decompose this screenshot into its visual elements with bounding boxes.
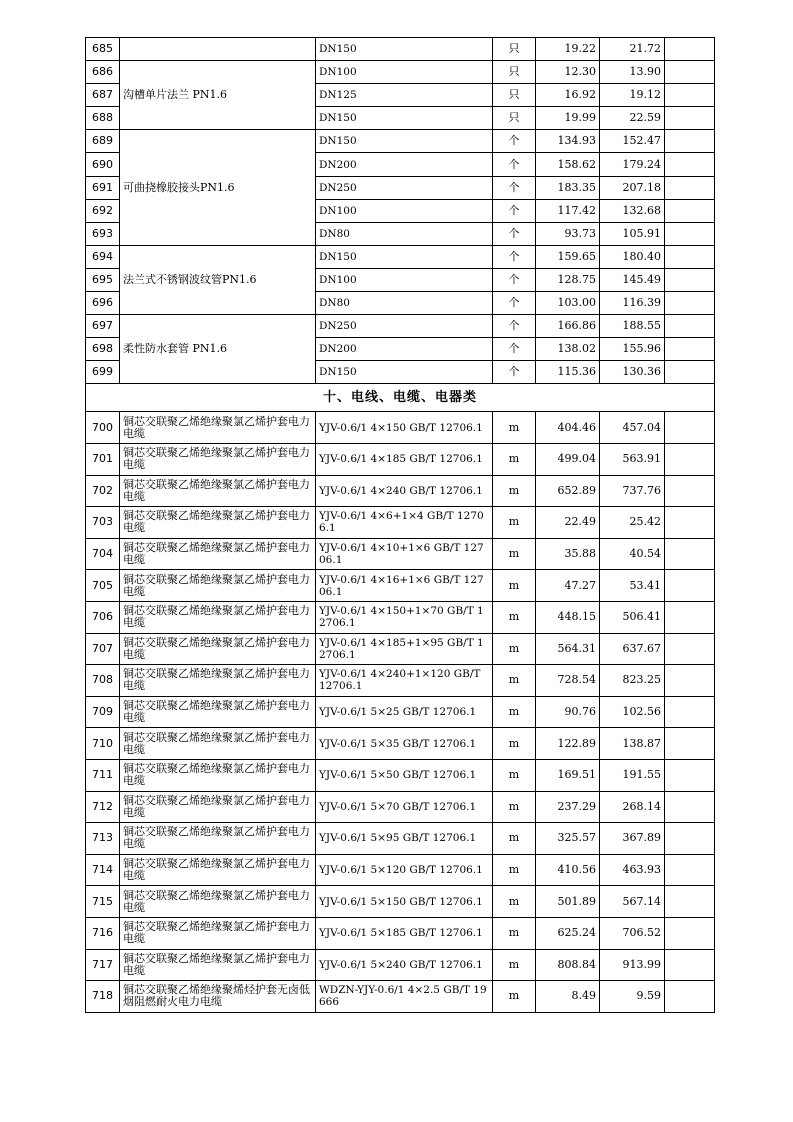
row-number: 686 <box>86 61 120 84</box>
price-incl-tax: 367.89 <box>600 823 665 855</box>
row-number: 708 <box>86 665 120 697</box>
price-excl-tax: 117.42 <box>536 199 600 222</box>
item-unit: 个 <box>493 315 536 338</box>
item-name: 铜芯交联聚乙烯绝缘聚氯乙烯护套电力电缆 <box>120 696 316 728</box>
item-unit: m <box>493 538 536 570</box>
item-spec: WDZN-YJY-0.6/1 4×2.5 GB/T 19666 <box>316 981 493 1013</box>
remark-cell <box>665 854 715 886</box>
price-incl-tax: 823.25 <box>600 665 665 697</box>
remark-cell <box>665 981 715 1013</box>
price-excl-tax: 808.84 <box>536 949 600 981</box>
item-unit: m <box>493 886 536 918</box>
row-number: 709 <box>86 696 120 728</box>
item-unit: m <box>493 791 536 823</box>
item-spec: DN100 <box>316 61 493 84</box>
price-incl-tax: 155.96 <box>600 338 665 361</box>
remark-cell <box>665 245 715 268</box>
item-spec: DN125 <box>316 84 493 107</box>
item-name: 柔性防水套管 PN1.6 <box>120 315 316 384</box>
item-name: 铜芯交联聚乙烯绝缘聚氯乙烯护套电力电缆 <box>120 728 316 760</box>
item-unit: 个 <box>493 199 536 222</box>
remark-cell <box>665 61 715 84</box>
price-table-body <box>86 38 715 1013</box>
remark-cell <box>665 338 715 361</box>
price-excl-tax: 134.93 <box>536 130 600 153</box>
price-excl-tax: 501.89 <box>536 886 600 918</box>
remark-cell <box>665 176 715 199</box>
price-excl-tax: 183.35 <box>536 176 600 199</box>
item-spec: DN150 <box>316 38 493 61</box>
price-incl-tax: 105.91 <box>600 222 665 245</box>
table-row <box>86 61 715 84</box>
remark-cell <box>665 601 715 633</box>
item-spec: DN100 <box>316 268 493 291</box>
row-number: 688 <box>86 107 120 130</box>
row-number: 716 <box>86 917 120 949</box>
remark-cell <box>665 475 715 507</box>
item-spec: DN200 <box>316 153 493 176</box>
remark-cell <box>665 199 715 222</box>
item-unit: m <box>493 444 536 476</box>
row-number: 692 <box>86 199 120 222</box>
price-incl-tax: 506.41 <box>600 601 665 633</box>
table-row <box>86 245 715 268</box>
remark-cell <box>665 728 715 760</box>
remark-cell <box>665 412 715 444</box>
price-excl-tax: 159.65 <box>536 245 600 268</box>
remark-cell <box>665 823 715 855</box>
item-name: 铜芯交联聚乙烯绝缘聚氯乙烯护套电力电缆 <box>120 854 316 886</box>
price-incl-tax: 463.93 <box>600 854 665 886</box>
remark-cell <box>665 130 715 153</box>
item-spec: YJV-0.6/1 5×150 GB/T 12706.1 <box>316 886 493 918</box>
price-incl-tax: 152.47 <box>600 130 665 153</box>
remark-cell <box>665 507 715 539</box>
table-row <box>86 665 715 697</box>
item-unit: m <box>493 475 536 507</box>
price-incl-tax: 706.52 <box>600 917 665 949</box>
price-incl-tax: 180.40 <box>600 245 665 268</box>
item-spec: DN250 <box>316 176 493 199</box>
table-row <box>86 696 715 728</box>
price-incl-tax: 53.41 <box>600 570 665 602</box>
price-excl-tax: 652.89 <box>536 475 600 507</box>
item-name: 铜芯交联聚乙烯绝缘聚氯乙烯护套电力电缆 <box>120 444 316 476</box>
item-unit: 只 <box>493 61 536 84</box>
price-excl-tax: 103.00 <box>536 292 600 315</box>
price-incl-tax: 25.42 <box>600 507 665 539</box>
item-name: 沟槽单片法兰 PN1.6 <box>120 61 316 130</box>
item-spec: YJV-0.6/1 5×95 GB/T 12706.1 <box>316 823 493 855</box>
price-excl-tax: 19.99 <box>536 107 600 130</box>
remark-cell <box>665 696 715 728</box>
price-incl-tax: 22.59 <box>600 107 665 130</box>
item-name: 铜芯交联聚乙烯绝缘聚氯乙烯护套电力电缆 <box>120 823 316 855</box>
item-unit: 个 <box>493 361 536 384</box>
item-spec: YJV-0.6/1 5×50 GB/T 12706.1 <box>316 759 493 791</box>
price-excl-tax: 158.62 <box>536 153 600 176</box>
price-incl-tax: 913.99 <box>600 949 665 981</box>
table-row <box>86 854 715 886</box>
row-number: 702 <box>86 475 120 507</box>
table-row <box>86 507 715 539</box>
table-row <box>86 823 715 855</box>
item-spec: YJV-0.6/1 4×150 GB/T 12706.1 <box>316 412 493 444</box>
table-row <box>86 130 715 153</box>
price-incl-tax: 132.68 <box>600 199 665 222</box>
row-number: 711 <box>86 759 120 791</box>
row-number: 713 <box>86 823 120 855</box>
remark-cell <box>665 570 715 602</box>
table-row <box>86 601 715 633</box>
item-unit: m <box>493 759 536 791</box>
item-name: 铜芯交联聚乙烯绝缘聚氯乙烯护套电力电缆 <box>120 633 316 665</box>
item-unit: 个 <box>493 245 536 268</box>
remark-cell <box>665 791 715 823</box>
price-excl-tax: 128.75 <box>536 268 600 291</box>
price-excl-tax: 93.73 <box>536 222 600 245</box>
price-incl-tax: 563.91 <box>600 444 665 476</box>
row-number: 691 <box>86 176 120 199</box>
item-spec: DN250 <box>316 315 493 338</box>
item-name: 铜芯交联聚乙烯绝缘聚氯乙烯护套电力电缆 <box>120 570 316 602</box>
item-spec: YJV-0.6/1 4×240 GB/T 12706.1 <box>316 475 493 507</box>
price-incl-tax: 188.55 <box>600 315 665 338</box>
row-number: 718 <box>86 981 120 1013</box>
item-unit: 个 <box>493 268 536 291</box>
item-spec: DN150 <box>316 361 493 384</box>
item-unit: 个 <box>493 222 536 245</box>
row-number: 687 <box>86 84 120 107</box>
item-unit: m <box>493 823 536 855</box>
table-row <box>86 315 715 338</box>
price-incl-tax: 737.76 <box>600 475 665 507</box>
row-number: 715 <box>86 886 120 918</box>
item-name: 铜芯交联聚乙烯绝缘聚氯乙烯护套电力电缆 <box>120 759 316 791</box>
row-number: 712 <box>86 791 120 823</box>
row-number: 705 <box>86 570 120 602</box>
item-unit: m <box>493 601 536 633</box>
price-excl-tax: 19.22 <box>536 38 600 61</box>
item-unit: m <box>493 507 536 539</box>
item-spec: YJV-0.6/1 4×150+1×70 GB/T 12706.1 <box>316 601 493 633</box>
item-spec: YJV-0.6/1 5×35 GB/T 12706.1 <box>316 728 493 760</box>
table-row <box>86 38 715 61</box>
item-name: 铜芯交联聚乙烯绝缘聚氯乙烯护套电力电缆 <box>120 949 316 981</box>
row-number: 690 <box>86 153 120 176</box>
price-excl-tax: 47.27 <box>536 570 600 602</box>
price-excl-tax: 22.49 <box>536 507 600 539</box>
price-excl-tax: 404.46 <box>536 412 600 444</box>
price-excl-tax: 90.76 <box>536 696 600 728</box>
price-excl-tax: 115.36 <box>536 361 600 384</box>
price-excl-tax: 625.24 <box>536 917 600 949</box>
table-row <box>86 791 715 823</box>
item-name: 铜芯交联聚乙烯绝缘聚氯乙烯护套电力电缆 <box>120 601 316 633</box>
item-unit: 个 <box>493 153 536 176</box>
item-name: 铜芯交联聚乙烯绝缘聚氯乙烯护套电力电缆 <box>120 507 316 539</box>
table-row <box>86 475 715 507</box>
item-name: 铜芯交联聚乙烯绝缘聚氯乙烯护套电力电缆 <box>120 412 316 444</box>
item-name: 铜芯交联聚乙烯绝缘聚氯乙烯护套电力电缆 <box>120 791 316 823</box>
price-excl-tax: 35.88 <box>536 538 600 570</box>
remark-cell <box>665 949 715 981</box>
item-unit: 个 <box>493 338 536 361</box>
row-number: 707 <box>86 633 120 665</box>
table-row <box>86 412 715 444</box>
row-number: 698 <box>86 338 120 361</box>
price-excl-tax: 169.51 <box>536 759 600 791</box>
item-spec: YJV-0.6/1 4×16+1×6 GB/T 12706.1 <box>316 570 493 602</box>
item-name: 铜芯交联聚乙烯绝缘聚氯乙烯护套电力电缆 <box>120 538 316 570</box>
price-excl-tax: 237.29 <box>536 791 600 823</box>
price-incl-tax: 40.54 <box>600 538 665 570</box>
item-unit: m <box>493 696 536 728</box>
price-excl-tax: 728.54 <box>536 665 600 697</box>
price-incl-tax: 567.14 <box>600 886 665 918</box>
item-name: 可曲挠橡胶接头PN1.6 <box>120 130 316 245</box>
item-name: 铜芯交联聚乙烯绝缘聚烯烃护套无卤低烟阻燃耐火电力电缆 <box>120 981 316 1013</box>
item-unit: m <box>493 917 536 949</box>
price-incl-tax: 21.72 <box>600 38 665 61</box>
item-unit: 只 <box>493 38 536 61</box>
price-table <box>85 37 715 1013</box>
row-number: 704 <box>86 538 120 570</box>
item-spec: DN80 <box>316 222 493 245</box>
table-row <box>86 949 715 981</box>
row-number: 703 <box>86 507 120 539</box>
row-number: 717 <box>86 949 120 981</box>
table-row <box>86 633 715 665</box>
item-spec: DN150 <box>316 245 493 268</box>
table-row <box>86 759 715 791</box>
item-spec: DN150 <box>316 130 493 153</box>
item-name: 铜芯交联聚乙烯绝缘聚氯乙烯护套电力电缆 <box>120 475 316 507</box>
price-excl-tax: 138.02 <box>536 338 600 361</box>
price-excl-tax: 16.92 <box>536 84 600 107</box>
remark-cell <box>665 361 715 384</box>
remark-cell <box>665 84 715 107</box>
item-name: 法兰式不锈钢波纹管PN1.6 <box>120 245 316 314</box>
row-number: 700 <box>86 412 120 444</box>
price-excl-tax: 8.49 <box>536 981 600 1013</box>
item-unit: 只 <box>493 107 536 130</box>
item-spec: YJV-0.6/1 4×185 GB/T 12706.1 <box>316 444 493 476</box>
price-incl-tax: 130.36 <box>600 361 665 384</box>
row-number: 714 <box>86 854 120 886</box>
remark-cell <box>665 759 715 791</box>
price-incl-tax: 138.87 <box>600 728 665 760</box>
price-incl-tax: 19.12 <box>600 84 665 107</box>
price-incl-tax: 179.24 <box>600 153 665 176</box>
remark-cell <box>665 886 715 918</box>
remark-cell <box>665 153 715 176</box>
row-number: 696 <box>86 292 120 315</box>
item-spec: DN200 <box>316 338 493 361</box>
remark-cell <box>665 665 715 697</box>
item-unit: m <box>493 412 536 444</box>
remark-cell <box>665 917 715 949</box>
remark-cell <box>665 222 715 245</box>
price-incl-tax: 145.49 <box>600 268 665 291</box>
section-header-row <box>86 384 715 412</box>
item-unit: 只 <box>493 84 536 107</box>
price-incl-tax: 191.55 <box>600 759 665 791</box>
price-excl-tax: 410.56 <box>536 854 600 886</box>
price-incl-tax: 9.59 <box>600 981 665 1013</box>
row-number: 689 <box>86 130 120 153</box>
table-row <box>86 981 715 1013</box>
price-excl-tax: 499.04 <box>536 444 600 476</box>
item-unit: 个 <box>493 176 536 199</box>
row-number: 693 <box>86 222 120 245</box>
price-incl-tax: 457.04 <box>600 412 665 444</box>
table-row <box>86 538 715 570</box>
price-excl-tax: 12.30 <box>536 61 600 84</box>
section-title: 十、电线、电缆、电器类 <box>86 384 715 412</box>
table-row <box>86 570 715 602</box>
item-spec: YJV-0.6/1 5×240 GB/T 12706.1 <box>316 949 493 981</box>
remark-cell <box>665 444 715 476</box>
item-name: 铜芯交联聚乙烯绝缘聚氯乙烯护套电力电缆 <box>120 917 316 949</box>
item-spec: YJV-0.6/1 4×6+1×4 GB/T 12706.1 <box>316 507 493 539</box>
item-name <box>120 38 316 61</box>
row-number: 697 <box>86 315 120 338</box>
remark-cell <box>665 268 715 291</box>
price-incl-tax: 13.90 <box>600 61 665 84</box>
price-excl-tax: 564.31 <box>536 633 600 665</box>
row-number: 706 <box>86 601 120 633</box>
price-incl-tax: 268.14 <box>600 791 665 823</box>
remark-cell <box>665 292 715 315</box>
table-row <box>86 444 715 476</box>
item-unit: 个 <box>493 292 536 315</box>
item-name: 铜芯交联聚乙烯绝缘聚氯乙烯护套电力电缆 <box>120 886 316 918</box>
table-row <box>86 917 715 949</box>
item-unit: m <box>493 854 536 886</box>
row-number: 694 <box>86 245 120 268</box>
row-number: 699 <box>86 361 120 384</box>
item-spec: DN100 <box>316 199 493 222</box>
remark-cell <box>665 315 715 338</box>
item-spec: DN150 <box>316 107 493 130</box>
item-spec: YJV-0.6/1 5×25 GB/T 12706.1 <box>316 696 493 728</box>
remark-cell <box>665 38 715 61</box>
row-number: 695 <box>86 268 120 291</box>
price-incl-tax: 116.39 <box>600 292 665 315</box>
table-row <box>86 886 715 918</box>
item-spec: YJV-0.6/1 4×240+1×120 GB/T 12706.1 <box>316 665 493 697</box>
item-unit: m <box>493 981 536 1013</box>
item-spec: YJV-0.6/1 5×70 GB/T 12706.1 <box>316 791 493 823</box>
item-unit: m <box>493 570 536 602</box>
row-number: 685 <box>86 38 120 61</box>
remark-cell <box>665 633 715 665</box>
row-number: 701 <box>86 444 120 476</box>
item-unit: m <box>493 665 536 697</box>
price-excl-tax: 166.86 <box>536 315 600 338</box>
price-incl-tax: 207.18 <box>600 176 665 199</box>
remark-cell <box>665 538 715 570</box>
price-excl-tax: 325.57 <box>536 823 600 855</box>
remark-cell <box>665 107 715 130</box>
item-unit: m <box>493 728 536 760</box>
item-unit: m <box>493 949 536 981</box>
table-row <box>86 728 715 760</box>
price-incl-tax: 102.56 <box>600 696 665 728</box>
item-name: 铜芯交联聚乙烯绝缘聚氯乙烯护套电力电缆 <box>120 665 316 697</box>
price-incl-tax: 637.67 <box>600 633 665 665</box>
item-spec: YJV-0.6/1 4×185+1×95 GB/T 12706.1 <box>316 633 493 665</box>
item-spec: YJV-0.6/1 5×185 GB/T 12706.1 <box>316 917 493 949</box>
item-spec: DN80 <box>316 292 493 315</box>
item-spec: YJV-0.6/1 4×10+1×6 GB/T 12706.1 <box>316 538 493 570</box>
item-unit: 个 <box>493 130 536 153</box>
item-unit: m <box>493 633 536 665</box>
item-spec: YJV-0.6/1 5×120 GB/T 12706.1 <box>316 854 493 886</box>
row-number: 710 <box>86 728 120 760</box>
price-excl-tax: 448.15 <box>536 601 600 633</box>
price-excl-tax: 122.89 <box>536 728 600 760</box>
